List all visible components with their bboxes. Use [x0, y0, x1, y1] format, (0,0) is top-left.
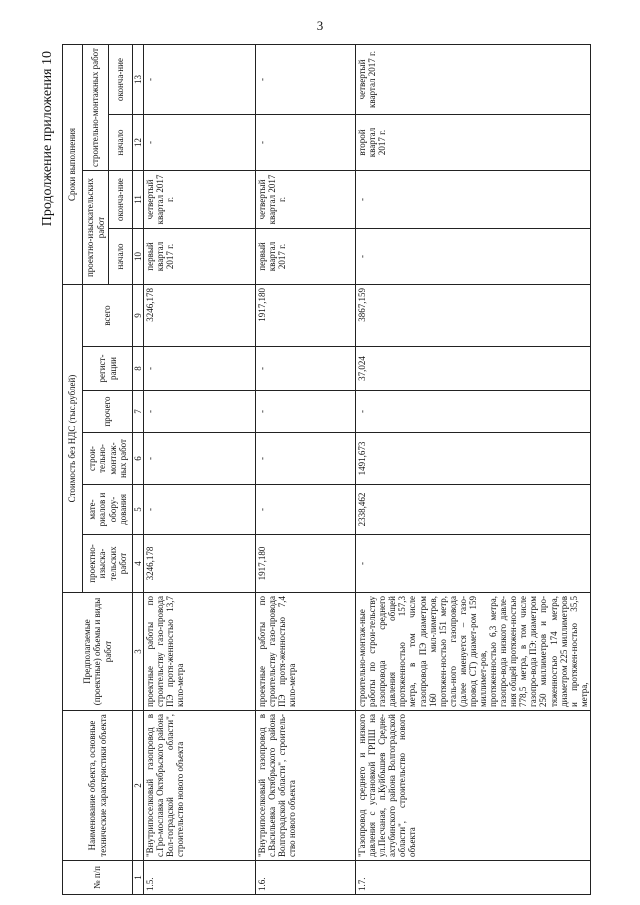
page-number: 3 [316, 18, 324, 33]
header-pir-end: оконча-ние [109, 171, 133, 229]
cost-other: - [144, 391, 256, 433]
column-number: 13 [133, 44, 144, 114]
column-number: 7 [133, 391, 144, 433]
rotated-page [40, 45, 620, 895]
pir-start: - [356, 229, 591, 285]
cost-registration: - [144, 347, 256, 391]
cost-other: - [256, 391, 356, 433]
smr-end: - [144, 44, 256, 114]
column-number: 6 [133, 433, 144, 485]
cost-design: - [356, 535, 591, 593]
object-name: "Внутрипоселковый газопровод в с.Васильевка Октябрьского района Волгоградской области", строитель-ство нового объекта [256, 711, 356, 861]
pir-end: четвертый квартал 2017 г. [256, 171, 356, 229]
header-works: Предполагаемые (проектные) объемы и виды работ [63, 593, 133, 711]
cost-construction: 1491,673 [356, 433, 591, 485]
cost-other: - [356, 391, 591, 433]
cost-total: 3867,159 [356, 285, 591, 347]
column-number: 8 [133, 347, 144, 391]
cost-registration: 37,024 [356, 347, 591, 391]
pir-start: первый квартал 2017 г. [256, 229, 356, 285]
smr-end: четвертый квартал 2017 г. [356, 44, 591, 114]
header-name: Наименование объекта, основные технические характеристики объекта [63, 711, 133, 861]
column-number: 3 [133, 593, 144, 711]
works-description: проектные работы по строительству газо-провода ПЭ протя-женностью 7,4 кило-метра [256, 593, 356, 711]
object-name: "Газопровод среднего и низкого давления с установкой ГРПШ на ул.Песчаная, п.Куйбышев Средне-ахтубинского района Волгоградской области", строительство нового объекта [356, 711, 591, 861]
smr-start: - [256, 115, 356, 171]
cost-materials: 2338,462 [356, 485, 591, 535]
column-number: 2 [133, 711, 144, 861]
header-pir-start: начало [109, 229, 133, 285]
header-cost-design: проектно-изыска-тельских работ [83, 535, 133, 593]
cost-total: 3246,178 [144, 285, 256, 347]
table-row [144, 44, 256, 894]
column-number: 10 [133, 229, 144, 285]
cost-materials: - [256, 485, 356, 535]
header-cost-materials: мате-риалов и обору-дования [83, 485, 133, 535]
appendix-title: Продолжение приложения 10 [40, 51, 55, 227]
cost-design: 1917,180 [256, 535, 356, 593]
works-description: строительно-монтаж-ные работы по строи-тельству газопровода среднего давления общей протяженностью 157,3 метра, в том числе газопровода ПЭ диаметром 160 мил-лиметров, протяжен-ностью 151 метр, сталь-ного газопровода (далее именуется – газо-провод СТ) диамет-ром 159 миллимет-ров, протяженностью 6,3 метра, газопро-вода низкого давле-ния общей протяжен-ностью 778,5 метра, в том числе газопро-вода ПЭ: диаметром 250 миллиметров и про-тяженностью 174 метра, диаметром 225 миллиметров и протяжен-ностью 35,5 метра, [356, 593, 591, 711]
cost-total: 1917,180 [256, 285, 356, 347]
row-num: 1.5. [144, 861, 256, 895]
column-number: 11 [133, 171, 144, 229]
works-description: проектные работы по строительству газо-провода ПЭ протя-женностью 13,7 кило-метра [144, 593, 256, 711]
header-num: № п/п [63, 861, 133, 895]
table-row [356, 44, 591, 894]
header-smr-start: начало [109, 115, 133, 171]
smr-end: - [256, 44, 356, 114]
header-cost-construction: строи-тельно-монтаж-ных работ [83, 433, 133, 485]
cost-construction: - [256, 433, 356, 485]
header-dates-design: проектно-изыскательских работ [83, 171, 109, 285]
header-dates-construction: строительно-монтажных работ [83, 44, 109, 170]
header-cost-registration: регист-рации [83, 347, 133, 391]
row-num: 1.6. [256, 861, 356, 895]
row-num: 1.7. [356, 861, 591, 895]
column-number: 4 [133, 535, 144, 593]
column-number: 9 [133, 285, 144, 347]
smr-start: второй квартал 2017 г. [356, 115, 591, 171]
column-number: 12 [133, 115, 144, 171]
smr-start: - [144, 115, 256, 171]
cost-construction: - [144, 433, 256, 485]
pir-end: - [356, 171, 591, 229]
pir-start: первый квартал 2017 г. [144, 229, 256, 285]
object-name: "Внутрипоселковый газопровод в с.Гро-мославка Октябрьского района Вол-гоградской области", строительство нового объекта [144, 711, 256, 861]
header-cost-other: прочего [83, 391, 133, 433]
column-number: 1 [133, 861, 144, 895]
cost-registration: - [256, 347, 356, 391]
header-cost-group: Стоимость без НДС (тыс.рублей) [63, 285, 83, 593]
header-cost-total: всего [83, 285, 133, 347]
table-row [256, 44, 356, 894]
column-numbers-row [133, 44, 144, 894]
cost-materials: - [144, 485, 256, 535]
header-dates-group: Сроки выполнения [63, 44, 83, 284]
pir-end: четвертый квартал 2017 г. [144, 171, 256, 229]
cost-design: 3246,178 [144, 535, 256, 593]
header-smr-end: оконча-ние [109, 44, 133, 114]
works-table [62, 44, 591, 895]
column-number: 5 [133, 485, 144, 535]
